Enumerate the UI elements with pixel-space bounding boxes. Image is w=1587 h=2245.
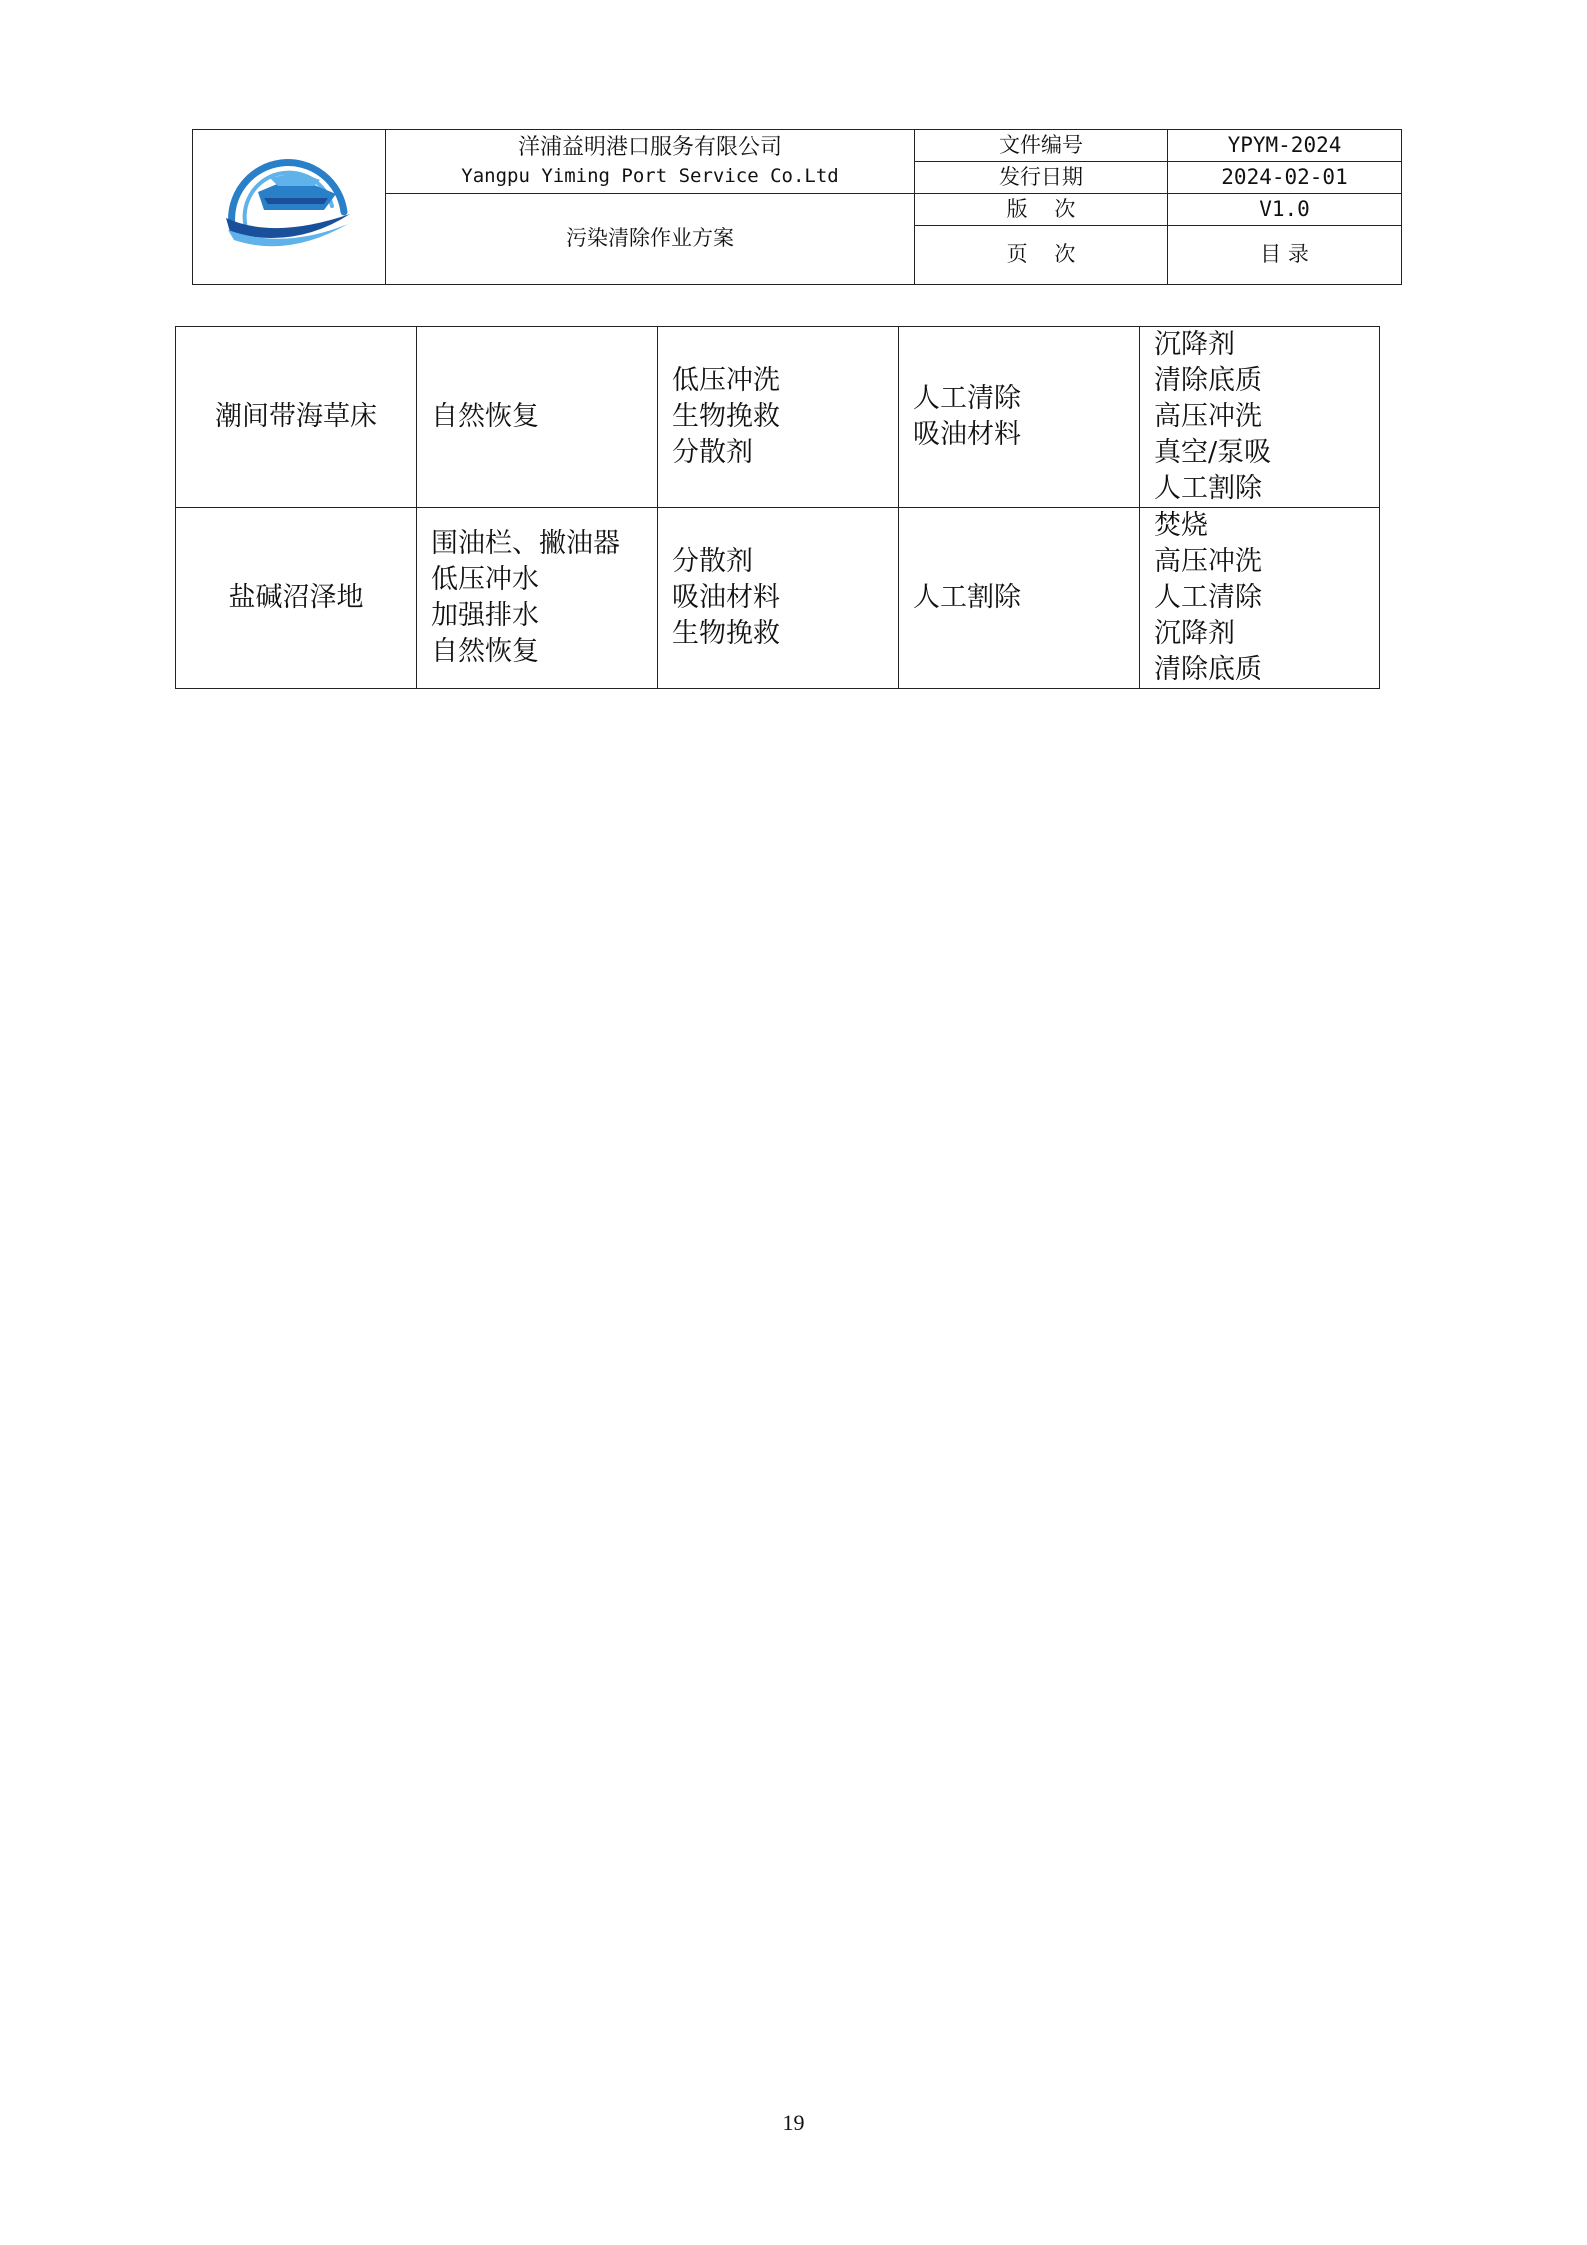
method-item: 自然恢复 — [431, 636, 539, 667]
method-cell — [1140, 508, 1380, 689]
method-item: 人工清除 — [913, 383, 1021, 414]
method-item: 生物挽救 — [672, 618, 780, 649]
method-item: 低压冲水 — [431, 564, 539, 595]
field-label-issue-date: 发行日期 — [915, 162, 1168, 194]
table-row — [176, 327, 1380, 508]
method-item: 沉降剂 — [1154, 618, 1235, 649]
company-name-en: Yangpu Yiming Port Service Co.Ltd — [461, 165, 839, 188]
document-header — [192, 129, 1402, 285]
environment-cell: 盐碱沼泽地 — [176, 508, 417, 689]
field-value-doc-number: YPYM-2024 — [1168, 130, 1402, 162]
document-title: 污染清除作业方案 — [386, 194, 915, 285]
method-item: 人工割除 — [913, 582, 1021, 613]
method-cell — [658, 327, 899, 508]
method-item: 吸油材料 — [913, 419, 1021, 450]
method-item: 高压冲洗 — [1154, 401, 1262, 432]
method-item: 低压冲洗 — [672, 365, 780, 396]
method-item: 清除底质 — [1154, 365, 1262, 396]
cleanup-methods-table — [175, 326, 1380, 689]
method-item: 分散剂 — [672, 546, 753, 577]
method-item: 生物挽救 — [672, 401, 780, 432]
field-label-page: 页 次 — [915, 226, 1168, 285]
company-name-cell — [386, 130, 915, 194]
method-item: 加强排水 — [431, 600, 539, 631]
company-logo — [193, 130, 386, 285]
method-item: 分散剂 — [672, 437, 753, 468]
method-cell — [899, 327, 1140, 508]
ship-wave-logo-icon — [224, 154, 354, 254]
page-number: 19 — [782, 2110, 805, 2135]
table-row — [176, 508, 1380, 689]
method-item: 吸油材料 — [672, 582, 780, 613]
method-item: 人工清除 — [1154, 582, 1262, 613]
method-cell — [899, 508, 1140, 689]
method-cell — [417, 508, 658, 689]
environment-cell: 潮间带海草床 — [176, 327, 417, 508]
field-value-issue-date: 2024-02-01 — [1168, 162, 1402, 194]
company-name-cn: 洋浦益明港口服务有限公司 — [517, 134, 782, 160]
method-cell — [658, 508, 899, 689]
method-item: 沉降剂 — [1154, 329, 1235, 360]
field-value-page: 目 录 — [1168, 226, 1402, 285]
field-label-doc-number: 文件编号 — [915, 130, 1168, 162]
method-item: 围油栏、撇油器 — [431, 528, 620, 559]
method-item: 人工割除 — [1154, 473, 1262, 504]
method-cell — [417, 327, 658, 508]
method-item: 自然恢复 — [431, 401, 539, 432]
field-label-version: 版 次 — [915, 194, 1168, 226]
method-item: 焚烧 — [1154, 510, 1208, 541]
method-cell — [1140, 327, 1380, 508]
method-item: 清除底质 — [1154, 654, 1262, 685]
method-item: 真空/泵吸 — [1154, 437, 1272, 468]
method-item: 高压冲洗 — [1154, 546, 1262, 577]
field-value-version: V1.0 — [1168, 194, 1402, 226]
